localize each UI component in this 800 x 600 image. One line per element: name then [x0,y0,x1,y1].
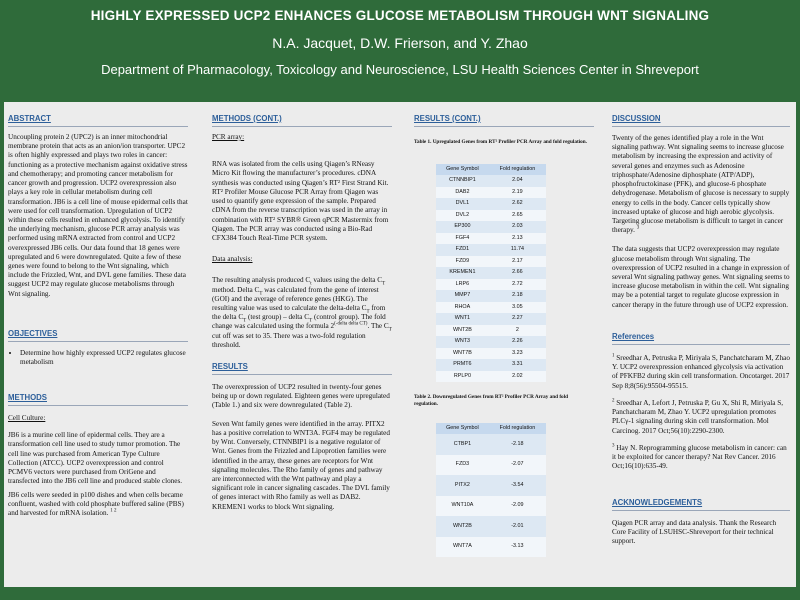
gene-symbol-cell: WNT1 [436,313,489,325]
results-paragraph-1: The overexpression of UCP2 resulted in twenty-four genes being up or down regulated. Eighteen genes were upregulated (Table 1.) and six were downregulated (Table 2). [212,382,390,410]
data-analysis-subheading: Data analysis: [212,255,253,264]
table-row [436,359,546,371]
methods-heading: METHODS [8,393,47,402]
discussion-section [612,114,790,310]
acknowledgements-rule [612,510,790,511]
da-text-h: . The C [367,322,389,331]
methods-section [8,393,188,518]
fold-regulation-cell: -2.18 [489,434,546,455]
results-cont-heading: RESULTS (CONT.) [414,114,481,123]
table-row [436,233,546,245]
objectives-section [8,329,188,367]
reference-item [612,399,790,436]
pcr-array-paragraph: RNA was isolated from the cells using Qiagen’s RNeasy Micro Kit flowing the manufacturer’s procedures. cDNA synthesis was conducted using Qiagen’s RT² First Strand Kit. RT² Profiler Mouse Glucose PCR Array from Qiagen was used to quantify gene expression of the sample. Prepared cDNA from the reverse transcription was used in the array in combination with RT² SYBR® Green qPCR Mastermix from Qiagen. The PCR array was conducted using a Bio-Rad CFX384 Touch Real-Time PCR system. [212,160,389,242]
poster-authors: N.A. Jacquet, D.W. Frierson, and Y. Zhao [272,35,528,51]
gene-symbol-cell: WNT2B [436,325,489,337]
gene-symbol-cell: KREMEN1 [436,267,489,279]
subscript-T: T [388,327,392,333]
gene-symbol-cell: FZD9 [436,256,489,268]
fold-regulation-cell: 2.02 [489,371,546,383]
fold-regulation-cell: 3.23 [489,348,546,360]
abstract-text: Uncoupling protein 2 (UPC2) is an inner mitochondrial membrane protein that acts as an anion/ion transporter. UPC2 is often highly expressed and plays two roles in cancer: functioning as a protective mechanism against oxidative stress and chemotherapy; and promoting cancer metabolism for cancer growth and progression. UCP2 overexpression also plays a key role in cellular metabolism during cell transformation. JB6 is a cell line of mouse epidermal cells that were used for cell transformation. Upregulation of UCP2 within these cells resulted in enhanced glycolysis. To identify the underlying mechanism, glucose PCR array analysis was performed using mRNA extracted from control and UCP2 overexpressed JB6 cells. Our data found that 18 genes were upregulated and 6 were downregulated. Quite a few of these genes were found to belong to the Wnt signaling, which include the Frizzled, Wnt, and DVL gene families. These data suggest UCP2 may regulate glucose metabolisms through Wnt signaling. [8,132,188,298]
discussion-paragraph-2: The data suggests that UCP2 overexpression may regulate glucose metabolism through Wnt signaling. The overexpression of UCP2 resulted in a change in expression of several Wnt signaling pathway genes. Wnt signaling seems to increase glucose metabolism in within the cell. Wnt signaling may be a potential target to regulate glucose expression in cancer therapy in the future through use of UCP2 expression. [612,245,790,309]
discussion-heading: DISCUSSION [612,114,661,123]
references-section [612,332,790,471]
subscript-T: T [382,281,386,287]
citation-sup: 3 [636,225,640,231]
citation-sup: 1 2 [110,508,117,514]
gene-symbol-cell: EP300 [436,221,489,233]
gene-symbol-cell: WNT2B [436,516,489,537]
table-row [436,187,546,199]
gene-symbol-cell: FZD3 [436,455,489,476]
fold-regulation-cell: 2.13 [489,233,546,245]
reference-number: 3 [612,443,615,449]
results-section [212,362,392,512]
table-row [436,496,546,517]
fold-regulation-cell: 2.19 [489,187,546,199]
fold-regulation-cell: 11.74 [489,244,546,256]
results-cont-rule [414,126,594,127]
gene-symbol-cell: DVL2 [436,210,489,222]
subscript-T: T [259,291,263,297]
table-2-header-fold: Fold regulation [489,423,546,434]
gene-symbol-cell: WNT7A [436,537,489,558]
fold-regulation-cell: -3.13 [489,537,546,558]
da-text-d: was calculated from the gene of interest (GOI) and the average of reference genes (HKG). The resulting value was used to calculate the delta-delta C [212,285,379,313]
reference-text: Sreedhar A, Lefort J, Petruska P, Gu X, Shi R, Miriyala S, Panchatcharam M, Zhao Y. UCP2 upregulation promotes PLCγ-1 signaling during skin cell transformation. Mol Carcinog. 2017 Oct;56(10):2290-2300. [612,398,783,435]
table-row [436,256,546,268]
table-row [436,371,546,383]
gene-symbol-cell: PITX2 [436,475,489,496]
fold-regulation-cell: -2.07 [489,455,546,476]
discussion-paragraph-1-text: Twenty of the genes identified play a role in the Wnt signaling pathway. Wnt signaling seems to increase glucose metabolism by increasing the expression and activity of several genes and enzymes such as Adenosine triphosphate/Adenosine diphosphate (ATP/ADP), phosphofructokinase (PFK), and glucose-6 phosphate dehydrogenase. Metabolism of glucose is necessary to supply energy to cells in the body. Cancer cells typically show increased uptake of glucose and high aerobic glycolysis. Targeting glucose metabolism is difficult to target in cancer therapy. [612,133,790,235]
results-heading: RESULTS [212,362,248,371]
results-rule [212,374,392,375]
gene-symbol-cell: RPLP0 [436,371,489,383]
subscript-T: T [309,318,313,324]
fold-regulation-cell: 2.62 [489,198,546,210]
discussion-rule [612,126,790,127]
da-text-a: The resulting analysis produced C [212,276,311,285]
table-row [436,434,546,455]
reference-text: Hay N. Reprogramming glucose metabolism in cancer: can it be exploited for cancer therapy? Nat Rev Cancer. 2016 Oct;16(10):635-49. [612,443,787,471]
data-analysis-paragraph [212,276,392,350]
table-row [436,198,546,210]
methods-rule [8,405,188,406]
poster-header [0,0,800,96]
methods-cont-rule [212,126,392,127]
methods-cont-heading: METHODS (CONT.) [212,114,282,123]
table-row [436,279,546,291]
formula-sup: (-delta delta CT) [334,322,368,328]
table-row [436,221,546,233]
fold-regulation-cell: 2.03 [489,221,546,233]
gene-symbol-cell: DAB2 [436,187,489,199]
table-row [436,302,546,314]
table-row [436,175,546,187]
table-row [436,210,546,222]
reference-number: 1 [612,353,615,359]
gene-symbol-cell: WNT3 [436,336,489,348]
results-paragraph-2: Seven Wnt family genes were identified in the array. PITX2 has a positive correlation to WNT3A. FGF4 may be regulated by Wnt. Conversely, CTNNBIP1 is a negative regulator of Wnt. Genes from the Frizzled and Lipoprotien families were identified in the array, these genes are receptors for Wnt signaling molecules. The Rho family of genes and pathway are interconnected with the Wnt pathway and play a significant role in cancer signaling cascades. The DVL family of genes interact with Rho family as well as DAB2. KREMEN1 works to block Wnt signaling. [212,419,390,511]
methods-paragraph-2-text: JB6 cells were seeded in p100 dishes and when cells became confluent, washed with cold phosphate buffered saline (PBS) and harvested for mRNA isolation. [8,490,184,517]
da-text-b: values using the delta C [311,276,383,285]
fold-regulation-cell: -2.01 [489,516,546,537]
abstract-rule [8,126,188,127]
fold-regulation-cell: 2.26 [489,336,546,348]
poster-department: Department of Pharmacology, Toxicology and Neuroscience, LSU Health Sciences Center in Shreveport [101,62,699,77]
gene-symbol-cell: LRP6 [436,279,489,291]
table-row [436,336,546,348]
fold-regulation-cell: 2.65 [489,210,546,222]
da-text-c: method. Delta C [212,285,260,294]
fold-regulation-cell: -3.54 [489,475,546,496]
table-1-caption: Table 1. Upregulated Genes from RT² Profiler PCR Array and fold regulation. [414,139,587,145]
acknowledgements-text: Qiagen PCR array and data analysis. Thank the Research Core Facility of LSUHSC-Shreveport for their technical support. [612,518,777,546]
methods-subheading: Cell Culture: [8,413,46,422]
references-heading: References [612,332,655,341]
da-text-f: (test group) – delta C [246,313,310,322]
gene-symbol-cell: RHOA [436,302,489,314]
table-row [436,267,546,279]
table-1-header-fold: Fold regulation [489,164,546,175]
table-row [436,455,546,476]
fold-regulation-cell: -2.09 [489,496,546,517]
methods-paragraph-1: JB6 is a murine cell line of epidermal cells. They are a transformation cell line used to study tumor promotion. The cell line was purchased from American Type Culture Collection (ATCC). UCP2 overexpression and control PCMV6 vectors were purchased from OriGene and transfected into the JB6 cell line and produced stable clones. [8,431,183,486]
gene-symbol-cell: WNT10A [436,496,489,517]
gene-symbol-cell: DVL1 [436,198,489,210]
fold-regulation-cell: 3.31 [489,359,546,371]
fold-regulation-cell: 2.72 [489,279,546,291]
fold-regulation-cell: 2.27 [489,313,546,325]
objectives-list [8,349,188,367]
references-rule [612,344,790,345]
downregulated-genes-table [436,423,546,557]
objective-item: • Determine how highly expressed UCP2 regulates glucose metabolism [20,349,188,367]
gene-symbol-cell: CTBP1 [436,434,489,455]
da-text-e: from the delta C [212,304,386,322]
da-text-g: (control group). The fold change was calculated using the formula 2 [212,313,386,331]
fold-regulation-cell: 3.05 [489,302,546,314]
acknowledgements-heading: ACKNOWLEDGEMENTS [612,498,703,507]
table-row [436,348,546,360]
abstract-heading: ABSTRACT [8,114,51,123]
da-text-i: cut off was set to 35. There was a two-fold regulation threshold. [212,331,366,349]
reference-item [612,444,790,472]
gene-symbol-cell: MMP7 [436,290,489,302]
gene-symbol-cell: CTNNBIP1 [436,175,489,187]
fold-regulation-cell: 2.04 [489,175,546,187]
fold-regulation-cell: 2.18 [489,290,546,302]
methods-paragraph-2 [8,491,188,519]
subscript-t: t [310,281,312,287]
subscript-T: T [243,318,247,324]
methods-cont-section [212,114,392,350]
table-row [436,313,546,325]
gene-symbol-cell: FZD1 [436,244,489,256]
abstract-section [8,114,188,299]
poster-title: HIGHLY EXPRESSED UCP2 ENHANCES GLUCOSE METABOLISM THROUGH WNT SIGNALING [90,8,710,23]
subscript-T: T [366,309,370,315]
gene-symbol-cell: PRMT6 [436,359,489,371]
poster-board [4,102,796,587]
discussion-paragraph-1 [612,134,790,235]
fold-regulation-cell: 2 [489,325,546,337]
upregulated-genes-table [436,164,546,382]
results-cont-section [414,114,594,127]
reference-text: Sreedhar A, Petruska P, Miriyala S, Panchatcharam M, Zhao Y. UCP2 overexpression enhanced glycolysis via activation of PFKFB2 during skin cell transformation. Oncotarget. 2017 Sep 8;8(56):95504-95515. [612,353,790,390]
table-row [436,475,546,496]
reference-item [612,354,790,391]
objectives-rule [8,341,188,342]
objectives-heading: OBJECTIVES [8,329,58,338]
table-2-caption: Table 2. Downregulated Genes from RT² Profiler PCR Array and fold regulation. [414,394,568,407]
table-1-header-gene: Gene Symbol [436,164,489,175]
gene-symbol-cell: FGF4 [436,233,489,245]
table-row [436,290,546,302]
fold-regulation-cell: 2.17 [489,256,546,268]
pcr-array-subheading: PCR array: [212,132,245,141]
table-2-header-gene: Gene Symbol [436,423,489,434]
acknowledgements-section [612,498,790,547]
table-row [436,537,546,558]
reference-number: 2 [612,398,615,404]
table-row [436,516,546,537]
table-row [436,244,546,256]
column-3 [414,102,594,587]
fold-regulation-cell: 2.66 [489,267,546,279]
gene-symbol-cell: WNT7B [436,348,489,360]
table-row [436,325,546,337]
